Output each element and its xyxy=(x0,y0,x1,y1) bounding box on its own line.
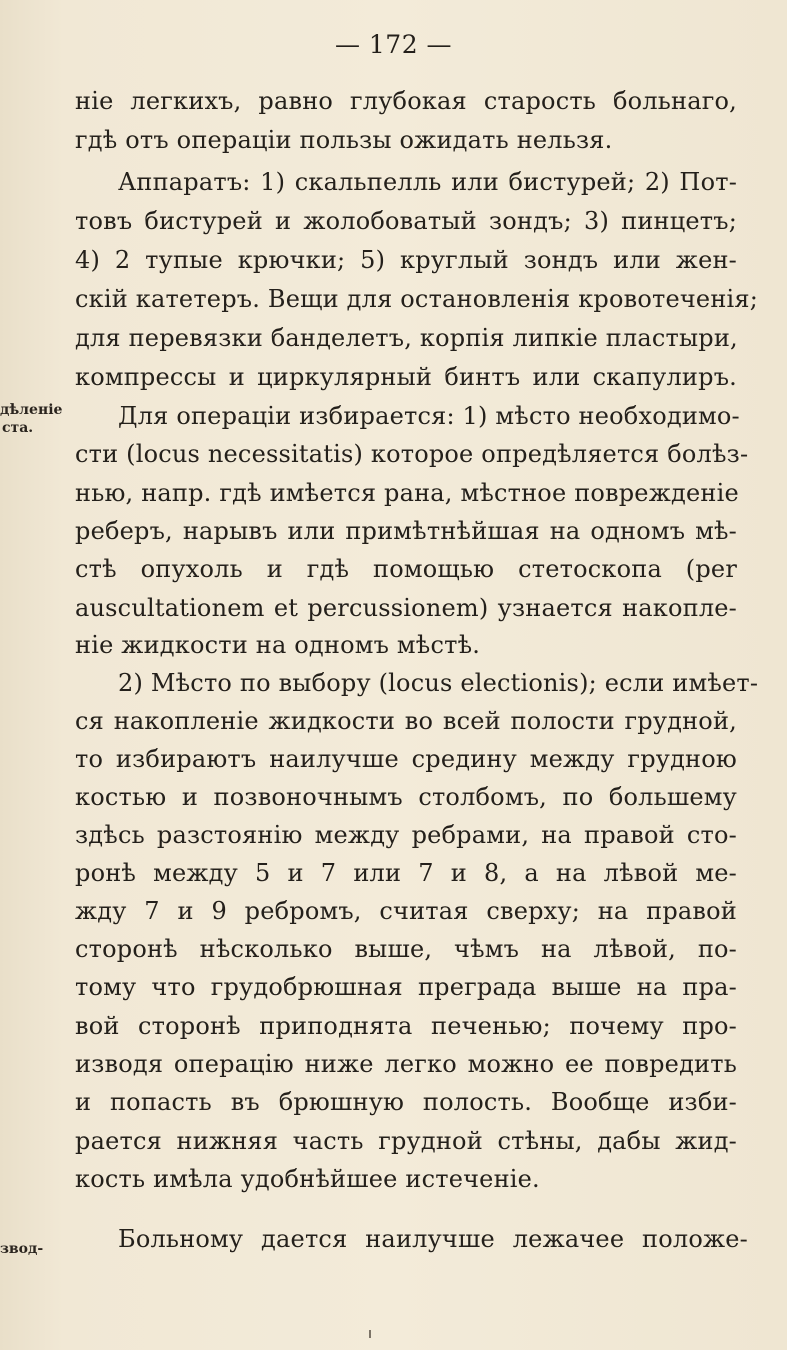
text-line: Для операціи избирается: 1) мѣсто необходимо- xyxy=(118,402,740,430)
text-line: скій катетеръ. Вещи для остановленія кровотеченія; xyxy=(75,285,759,313)
text-line: ніе легкихъ, равно глубокая старость больнаго, xyxy=(75,87,737,115)
text-line: 4) 2 тупые крючки; 5) круглый зондъ или жен- xyxy=(75,246,737,274)
text-line: для перевязки банделетъ, корпія липкіе пластыри, xyxy=(75,324,738,352)
text-line: Аппаратъ: 1) скальпелль или бистурей; 2) Пот- xyxy=(118,168,737,196)
text-line: тому что грудобрюшная преграда выше на пра- xyxy=(75,973,737,1001)
text-line: ронѣ между 5 и 7 или 7 и 8, а на лѣвой ме- xyxy=(75,859,737,887)
text-line: жду 7 и 9 ребромъ, считая сверху; на правой xyxy=(75,897,737,925)
text-line: здѣсь разстоянію между ребрами, на правой сто- xyxy=(75,821,737,849)
margin-note: ста. xyxy=(2,420,34,436)
text-line: реберъ, нарывъ или примѣтнѣйшая на одномъ мѣ- xyxy=(75,517,737,545)
text-line: сти (locus necessitatis) которое опредѣляется болѣз- xyxy=(75,440,749,468)
text-line: нью, напр. гдѣ имѣется рана, мѣстное поврежденіе xyxy=(75,479,739,507)
text-line: и попасть въ брюшную полость. Вообще изби- xyxy=(75,1088,737,1116)
text-line: кость имѣла удобнѣйшее истеченіе. xyxy=(75,1165,540,1193)
text-line: вой сторонѣ приподнята печенью; почему про- xyxy=(75,1012,737,1040)
text-line: ся накопленіе жидкости во всей полости грудной, xyxy=(75,707,737,735)
text-line: 2) Мѣсто по выбору (locus electionis); если имѣет- xyxy=(118,669,759,697)
page-number: — 172 — xyxy=(334,30,453,59)
print-mark xyxy=(369,1330,371,1338)
text-line: товъ бистурей и жолобоватый зондъ; 3) пинцетъ; xyxy=(75,207,737,235)
margin-note: дѣленіе xyxy=(0,402,63,418)
margin-note: звод- xyxy=(0,1241,44,1257)
text-line: auscultationem et percussionem) узнается накопле- xyxy=(75,594,737,622)
text-line: стѣ опухоль и гдѣ помощью стетоскопа (per xyxy=(75,555,737,583)
text-line: компрессы и циркулярный бинтъ или скапулиръ. xyxy=(75,363,737,391)
text-line: ніе жидкости на одномъ мѣстѣ. xyxy=(75,631,481,659)
text-line: костью и позвоночнымъ столбомъ, по большему xyxy=(75,783,737,811)
text-line: то избираютъ наилучше средину между грудною xyxy=(75,745,737,773)
text-line: сторонѣ нѣсколько выше, чѣмъ на лѣвой, по- xyxy=(75,935,737,963)
text-line: Больному дается наилучше лежачее положе- xyxy=(118,1225,748,1253)
text-line: изводя операцію ниже легко можно ее повредить xyxy=(75,1050,737,1078)
text-line: гдѣ отъ операціи пользы ожидать нельзя. xyxy=(75,126,613,154)
text-line: рается нижняя часть грудной стѣны, дабы жид- xyxy=(75,1127,737,1155)
